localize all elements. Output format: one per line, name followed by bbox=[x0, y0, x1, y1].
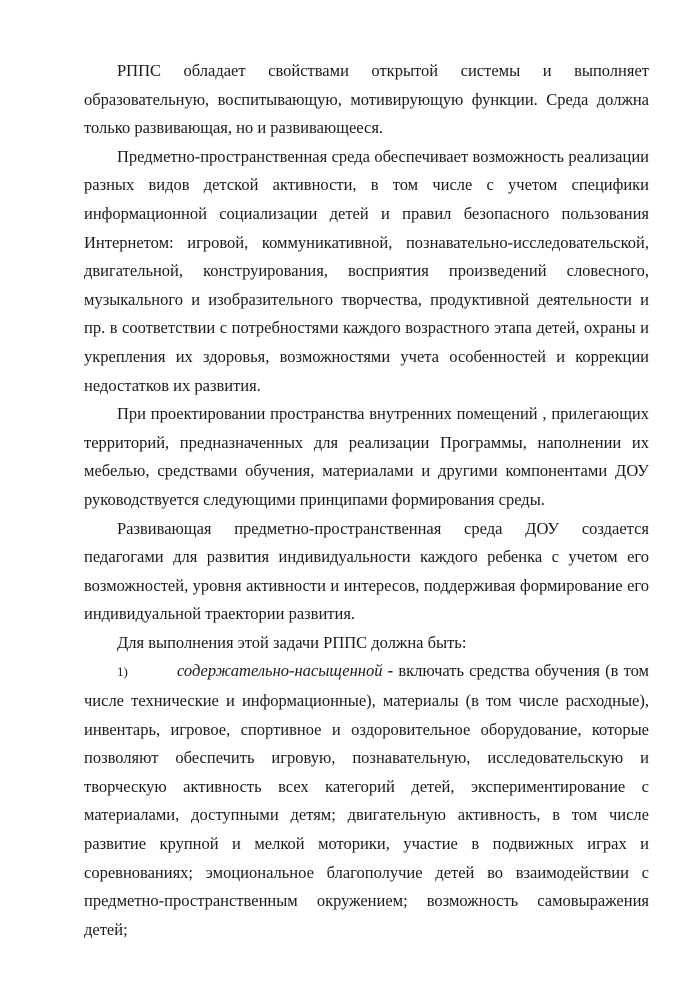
paragraph-task-requirements: Для выполнения этой задачи РППС должна быть: bbox=[117, 632, 467, 652]
paragraph-rpps-properties: РППС обладает свойствами открытой системы и выполняет образовательную, воспитывающую, мотивирующую функции. Среда должна только развивающая, но и развивающееся. bbox=[84, 61, 649, 138]
list-item-dash: - bbox=[387, 661, 394, 681]
list-item-number: 1) bbox=[117, 664, 128, 680]
document-body bbox=[84, 57, 649, 944]
paragraph-individuality: Развивающая предметно-пространственная среда ДОУ создается педагогами для развития индивидуальности каждого ребенка с учетом его возможностей, уровня активности и интересов, поддерживая формирование его индивидуальной траектории развития. bbox=[84, 518, 649, 624]
list-item-text: включать средства обучения (в том числе технические и информационные), материалы (в том числе расходные), инвентарь, игровое, спортивное и оздоровительное оборудование, которые позволяют обеспечить игровую, познавательную, исследовательскую и творческую активность всех категорий детей, экспериментирование с материалами, доступными детям; двигательную активность, в том числе развитие крупной и мелкой моторики, участие в подвижных играх и соревнованиях; эмоциональное благополучие детей во взаимодействии с предметно-пространственным окружением; возможность самовыражения детей; bbox=[84, 661, 649, 939]
list-item-1 bbox=[84, 657, 649, 944]
paragraph-environment-activity: Предметно-пространственная среда обеспечивает возможность реализации разных видов детской активности, в том числе с учетом специфики информационной социализации детей и правил безопасного пользования Интернетом: игровой, коммуникативной, познавательно-исследовательской, двигательной, конструирования, восприятия произведений словесного, музыкального и изобразительного творчества, продуктивной деятельности и пр. в соответствии с потребностями каждого возрастного этапа детей, охраны и укрепления их здоровья, возможностями учета особенностей и коррекции недостатков их развития. bbox=[84, 146, 649, 395]
list-item-term: содержательно-насыщенной bbox=[177, 661, 383, 681]
paragraph-design-principles: При проектировании пространства внутренних помещений , прилегающих территорий, предназначенных для реализации Программы, наполнении их мебелью, средствами обучения, материалами и другими компонентами ДОУ руководствуется следующими принципами формирования среды. bbox=[84, 404, 649, 509]
